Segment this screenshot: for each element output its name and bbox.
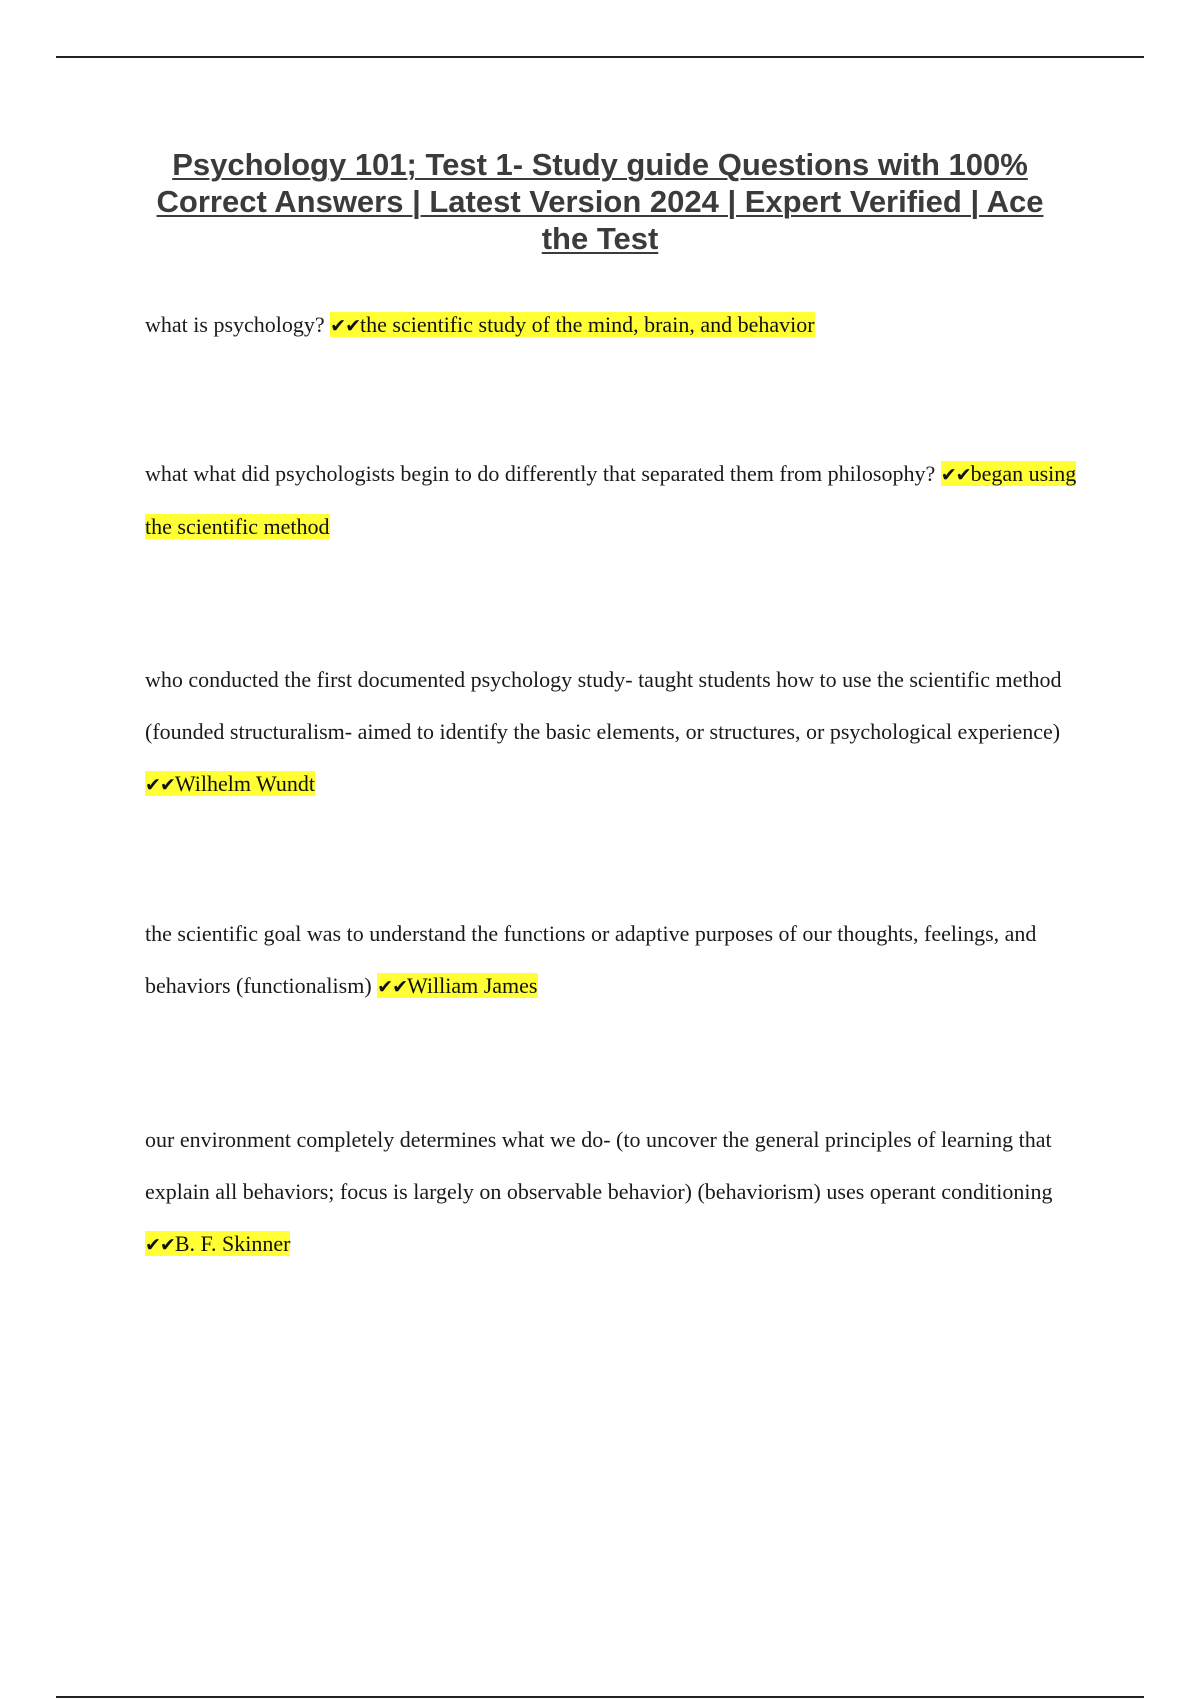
answer-text: the scientific study of the mind, brain, and behavior [360, 312, 815, 337]
bottom-rule [56, 1696, 1144, 1698]
answer-highlight [377, 973, 537, 998]
qa-item-5 [145, 1114, 1090, 1271]
answer-text: began using the scientific method [145, 461, 1077, 539]
double-check-icon: ✔✔ [940, 464, 971, 486]
answer-text: William James [407, 973, 538, 998]
question-text: our environment completely determines what we do- (to uncover the general principles of learning that explain all behaviors; focus is largely on observable behavior) (behaviorism) uses operant conditioning [145, 1127, 1053, 1204]
double-check-icon: ✔✔ [377, 976, 408, 998]
top-rule [56, 56, 1144, 58]
answer-text: B. F. Skinner [174, 1231, 291, 1256]
question-text: what what did psychologists begin to do differently that separated them from philosophy? [145, 461, 941, 486]
qa-item-2 [145, 448, 1090, 553]
double-check-icon: ✔✔ [145, 774, 175, 796]
document-title: Psychology 101; Test 1- Study guide Questions with 100% Correct Answers | Latest Version 2024 | Expert Verified | Ace the Test [156, 147, 1044, 256]
double-check-icon: ✔✔ [330, 315, 360, 337]
question-text: what is psychology? [145, 312, 331, 337]
answer-highlight [145, 771, 315, 796]
answer-text: Wilhelm Wundt [174, 771, 316, 796]
answer-highlight [330, 312, 814, 337]
answer-highlight [145, 1231, 290, 1256]
qa-item-1 [145, 299, 1090, 352]
qa-item-3 [145, 654, 1090, 811]
double-check-icon: ✔✔ [145, 1234, 175, 1256]
question-text: who conducted the first documented psychology study- taught students how to use the scientific method (founded structuralism- aimed to identify the basic elements, or structures, or psychological experience) [145, 667, 1062, 744]
question-text: the scientific goal was to understand the functions or adaptive purposes of our thoughts, feelings, and behaviors (functionalism) [145, 921, 1037, 998]
qa-item-4 [145, 908, 1090, 1013]
